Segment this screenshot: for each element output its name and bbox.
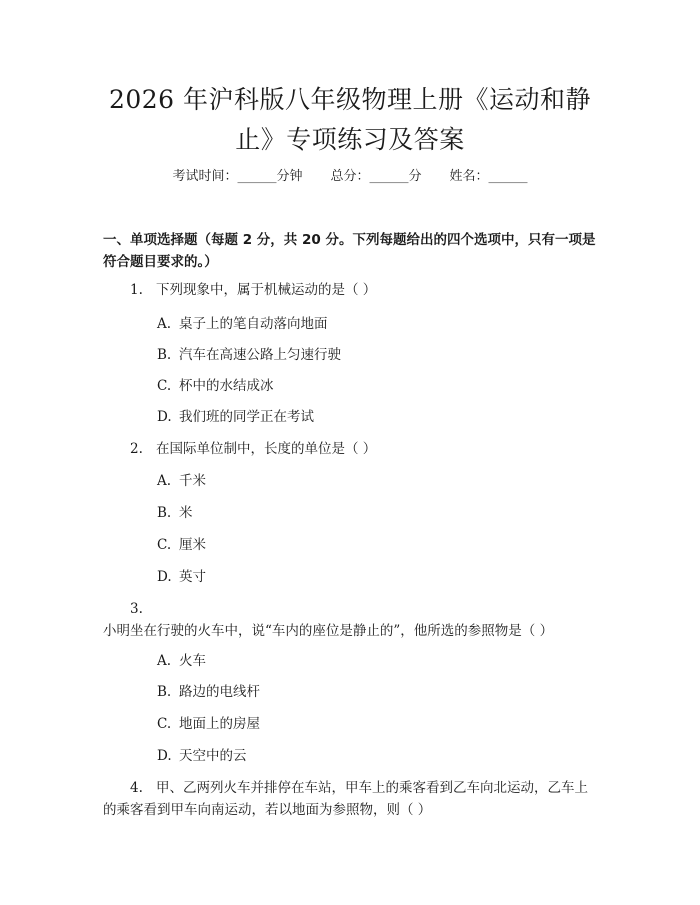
question-text: 甲、乙两列火车并排停在车站，甲车上的乘客看到乙车向北运动，乙车上的乘客看到甲车向南运动，若以地面为参照物，则（ ） (103, 780, 588, 818)
question-number: 1. (130, 282, 143, 298)
option-text: 杯中的水结成冰 (179, 378, 274, 394)
question-text: 小明坐在行驶的火车中，说“车内的座位是静止的”，他所选的参照物是（ ） (103, 623, 554, 639)
question-3 (103, 598, 600, 642)
option-text: 厘米 (179, 537, 206, 553)
option-letter: C. (157, 537, 172, 553)
question-2-option-a (157, 470, 597, 492)
question-number: 4. (130, 780, 143, 796)
question-2 (103, 438, 600, 460)
option-letter: D. (157, 748, 172, 764)
question-number: 2. (130, 441, 143, 457)
option-letter: A. (157, 653, 172, 669)
question-2-option-b (157, 502, 597, 524)
option-letter: C. (157, 716, 172, 732)
document-title (100, 80, 600, 160)
option-letter: C. (157, 378, 172, 394)
question-number: 3. (130, 601, 143, 617)
question-3-option-d (157, 745, 597, 767)
question-3-option-b (157, 681, 597, 703)
option-text: 我们班的同学正在考试 (179, 409, 314, 425)
option-text: 千米 (179, 473, 206, 489)
question-1-option-c (157, 375, 597, 397)
question-text: 在国际单位制中，长度的单位是（ ） (156, 441, 377, 457)
title-line-2: 止》专项练习及答案 (235, 125, 465, 154)
exam-student-name: 姓名：______ (449, 169, 528, 184)
option-text: 米 (179, 505, 193, 521)
question-3-option-c (157, 713, 597, 735)
option-letter: B. (157, 505, 172, 521)
question-1-option-a (157, 313, 597, 335)
option-text: 火车 (179, 653, 206, 669)
option-letter: D. (157, 569, 172, 585)
question-3-option-a (157, 650, 597, 672)
option-text: 桌子上的笔自动落向地面 (179, 316, 328, 332)
option-letter: A. (157, 316, 172, 332)
option-text: 路边的电线杆 (179, 684, 260, 700)
question-2-option-d (157, 566, 597, 588)
section-heading: 一、单项选择题（每题 2 分，共 20 分。下列每题给出的四个选项中，只有一项是符合题目要求的。） (103, 232, 596, 270)
question-text: 下列现象中，属于机械运动的是（ ） (156, 282, 377, 298)
option-text: 天空中的云 (179, 748, 247, 764)
option-letter: A. (157, 473, 172, 489)
question-4 (103, 777, 600, 821)
question-1-option-b (157, 344, 597, 366)
exam-info (0, 167, 700, 187)
exam-total-score: 总分：______分 (330, 169, 422, 184)
option-text: 地面上的房屋 (179, 716, 260, 732)
option-text: 汽车在高速公路上匀速行驶 (179, 347, 341, 363)
question-1-option-d (157, 406, 597, 428)
option-text: 英寸 (179, 569, 206, 585)
exam-time: 考试时间：______分钟 (172, 169, 303, 184)
option-letter: B. (157, 347, 172, 363)
option-letter: B. (157, 684, 172, 700)
title-line-1: 2026 年沪科版八年级物理上册《运动和静 (108, 85, 592, 114)
question-1 (103, 279, 600, 301)
question-2-option-c (157, 534, 597, 556)
option-letter: D. (157, 409, 172, 425)
